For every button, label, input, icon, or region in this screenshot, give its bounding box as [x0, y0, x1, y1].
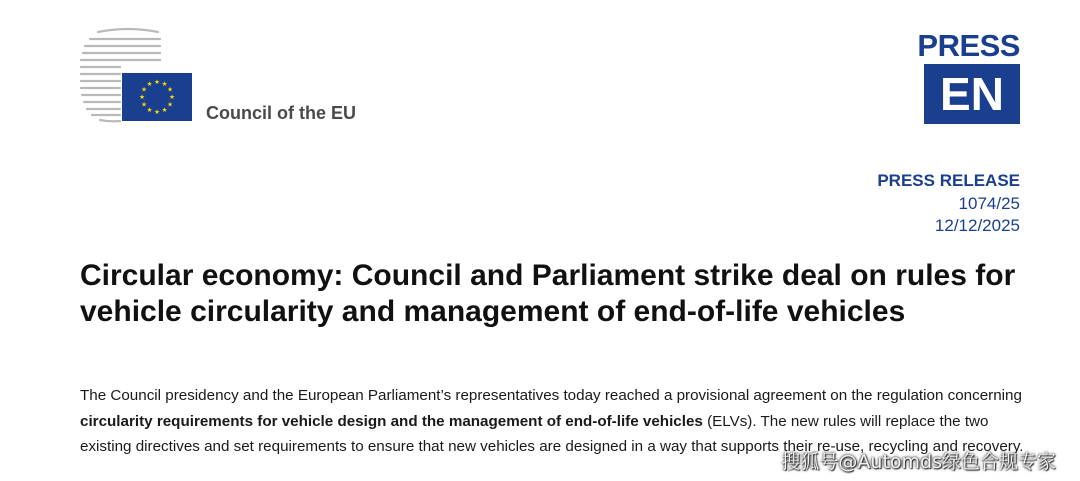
intro-text-start: The Council presidency and the European Parliament’s representatives today reached a provisional agreement on the regulation concerning — [80, 387, 1022, 404]
watermark: 搜狐号@Automds绿色合规专家 — [781, 451, 1056, 473]
svg-text:★: ★ — [167, 100, 173, 109]
release-number: 1074/25 — [958, 193, 1020, 213]
svg-text:★: ★ — [141, 100, 147, 109]
council-eu-logo-icon — [80, 26, 200, 126]
svg-text:★: ★ — [154, 108, 160, 116]
press-badge-word: PRESS — [917, 28, 1020, 63]
intro-text-end: (ELVs). The new rules will replace the two existing directives and set requirements to ensure that new vehicles are designed in a way that supports their re-use, recycling and recovery. — [80, 412, 1024, 455]
svg-text:★: ★ — [154, 78, 160, 86]
press-badge — [904, 28, 1020, 120]
svg-text:★: ★ — [146, 80, 153, 88]
svg-text:★: ★ — [169, 93, 175, 101]
svg-text:★: ★ — [161, 106, 168, 114]
council-building-icon — [80, 26, 200, 126]
svg-text:★: ★ — [141, 85, 147, 94]
svg-text:★: ★ — [161, 80, 168, 88]
svg-text:★: ★ — [146, 106, 153, 114]
svg-text:★: ★ — [167, 85, 173, 94]
page-title: Circular economy: Council and Parliament strike deal on rules for vehicle circularity and management of end-of-life vehicles — [80, 259, 1016, 328]
release-type-label: PRESS RELEASE — [877, 171, 1020, 190]
svg-text:★: ★ — [139, 93, 145, 101]
release-info — [877, 170, 1020, 238]
release-date: 12/12/2025 — [934, 216, 1020, 235]
intro-text-bold: circularity requirements for vehicle design and the management of end-of-life vehicles — [80, 412, 703, 430]
org-name: Council of the EU — [206, 103, 356, 123]
language-badge: EN — [924, 64, 1020, 124]
